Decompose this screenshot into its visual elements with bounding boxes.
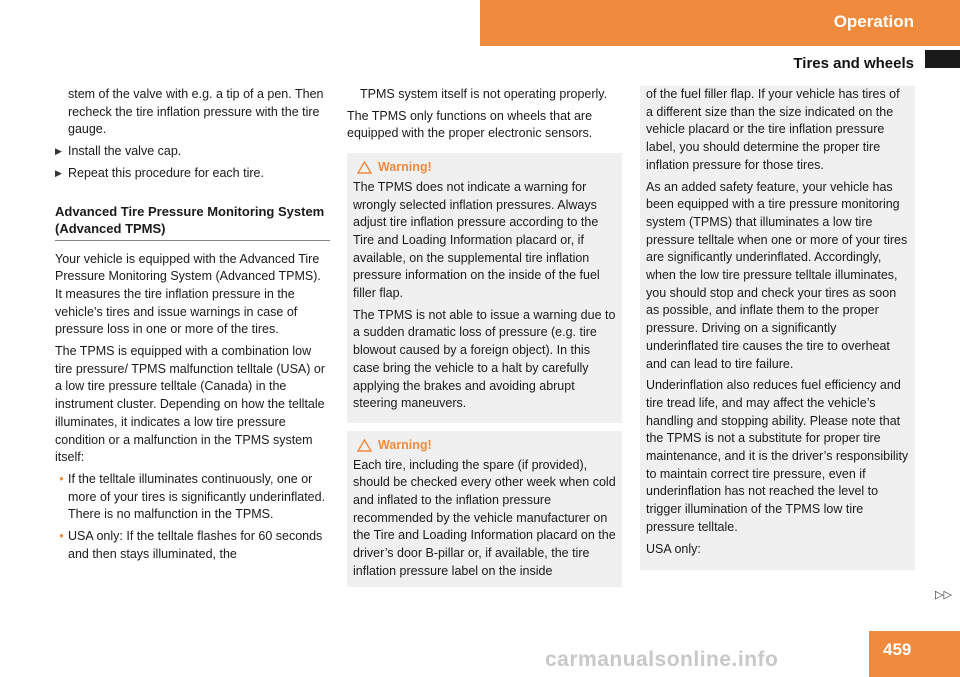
subsection-title: Tires and wheels	[793, 55, 914, 72]
step-text: Install the valve cap.	[68, 144, 182, 159]
warning-text: Each tire, including the spare (if provided), should be checked every other week when cold and inflated to the inflation pressure recommended by the vehicle manufacturer on the Tire and Loading Information placard on the driver’s door B-pillar or, if available, the tire inflation pressure label on the inside	[353, 457, 616, 578]
paragraph: The TPMS only functions on wheels that are equipped with the proper electronic sensors.	[347, 108, 593, 141]
watermark: carmanualsonline.info	[545, 648, 779, 671]
step-arrow-icon: ▶	[55, 146, 62, 157]
paragraph: of the fuel filler flap. If your vehicle has tires of a different size than the size indicated on the vehicle placard or the tire inflation pressure label, you should determine the proper tire inflation pressure for those tires.	[646, 87, 900, 172]
warning-header	[353, 437, 616, 455]
warning-header	[353, 159, 616, 177]
warning-text: The TPMS does not indicate a warning for wrongly selected inflation pressures. Always adjust tire inflation pressure according to the Tire and Loading Information placard or, if available, on the supplemental tire inflation pressure information on the inside of the fuel filler flap.	[353, 179, 600, 301]
step-text: Repeat this procedure for each tire.	[68, 165, 264, 180]
bullet-text: If the telltale illuminates continuously, one or more of your tires is significantly underinflated. There is no malfunction in the TPMS.	[68, 471, 326, 522]
paragraph: Underinflation also reduces fuel efficiency and tire tread life, and may affect the vehicle’s handling and stopping ability. Please note that the TPMS is not a substitute for proper tire maintenance, and it is the driver’s responsibility to maintain correct tire pressure, even if underinflation has not reached the level to trigger illumination of the TPMS low tire pressure telltale.	[646, 378, 909, 534]
warning-continued-box	[640, 86, 915, 570]
warning-triangle-icon	[357, 439, 372, 452]
continued-text: TPMS system itself is not operating properly.	[360, 87, 608, 101]
paragraph: USA only:	[646, 541, 701, 556]
continued-arrow-icon: ▷▷	[935, 589, 952, 601]
paragraph: The TPMS is equipped with a combination low tire pressure/ TPMS malfunction telltale (USA) or a low tire pressure telltale (Canada) in the instrument cluster. Depending on how the telltale illuminates, it indicates a low tire pressure condition or a malfunction in the TPMS system itself:	[55, 344, 326, 465]
step-item	[55, 165, 330, 183]
column-2	[347, 86, 622, 595]
section-heading: Advanced Tire Pressure Monitoring System (Advanced TPMS)	[55, 187, 330, 241]
column-3	[640, 86, 915, 570]
section-title: Operation	[833, 12, 914, 31]
warning-title: Warning!	[378, 437, 432, 452]
column-1	[55, 86, 330, 567]
paragraph: Your vehicle is equipped with the Advanced Tire Pressure Monitoring System (Advanced TPMS). It measures the tire inflation pressure in the vehicle’s tires and issue warnings in case of pressure loss in one or more of the tires.	[55, 251, 321, 337]
step-arrow-icon: ▶	[55, 167, 62, 178]
page-number: 459	[883, 640, 912, 659]
warning-text: The TPMS is not able to issue a warning due to a sudden dramatic loss of pressure (e.g. tire blowout caused by a foreign object). In this case bring the vehicle to a halt by carefully applying the brakes and avoiding abrupt steering maneuvers.	[353, 307, 616, 411]
step-item	[55, 143, 330, 161]
bullet-item	[55, 528, 330, 563]
bullet-icon: •	[59, 471, 64, 486]
warning-title: Warning!	[378, 160, 432, 175]
warning-box	[347, 431, 622, 587]
bullet-icon: •	[59, 529, 64, 544]
corner-block	[925, 50, 960, 68]
paragraph: As an added safety feature, your vehicle has been equipped with a tire pressure monitoring system (TPMS) that illuminates a low tire pressure telltale when one or more of your tires are significantly underinflated. Accordingly, when the low tire pressure telltale illuminates, you should stop and check your tires as soon as possible, and inflate them to the proper pressure. Driving on a significantly underinflated tire causes the tire to overheat and can lead to tire failure.	[646, 179, 908, 371]
continued-text: stem of the valve with e.g. a tip of a pen. Then recheck the tire inflation pressure with the tire gauge.	[68, 87, 324, 137]
warning-triangle-icon	[357, 161, 372, 174]
bullet-text: USA only: If the telltale flashes for 60 seconds and then stays illuminated, the	[68, 529, 323, 561]
bullet-item	[55, 471, 330, 524]
warning-box	[347, 153, 622, 423]
